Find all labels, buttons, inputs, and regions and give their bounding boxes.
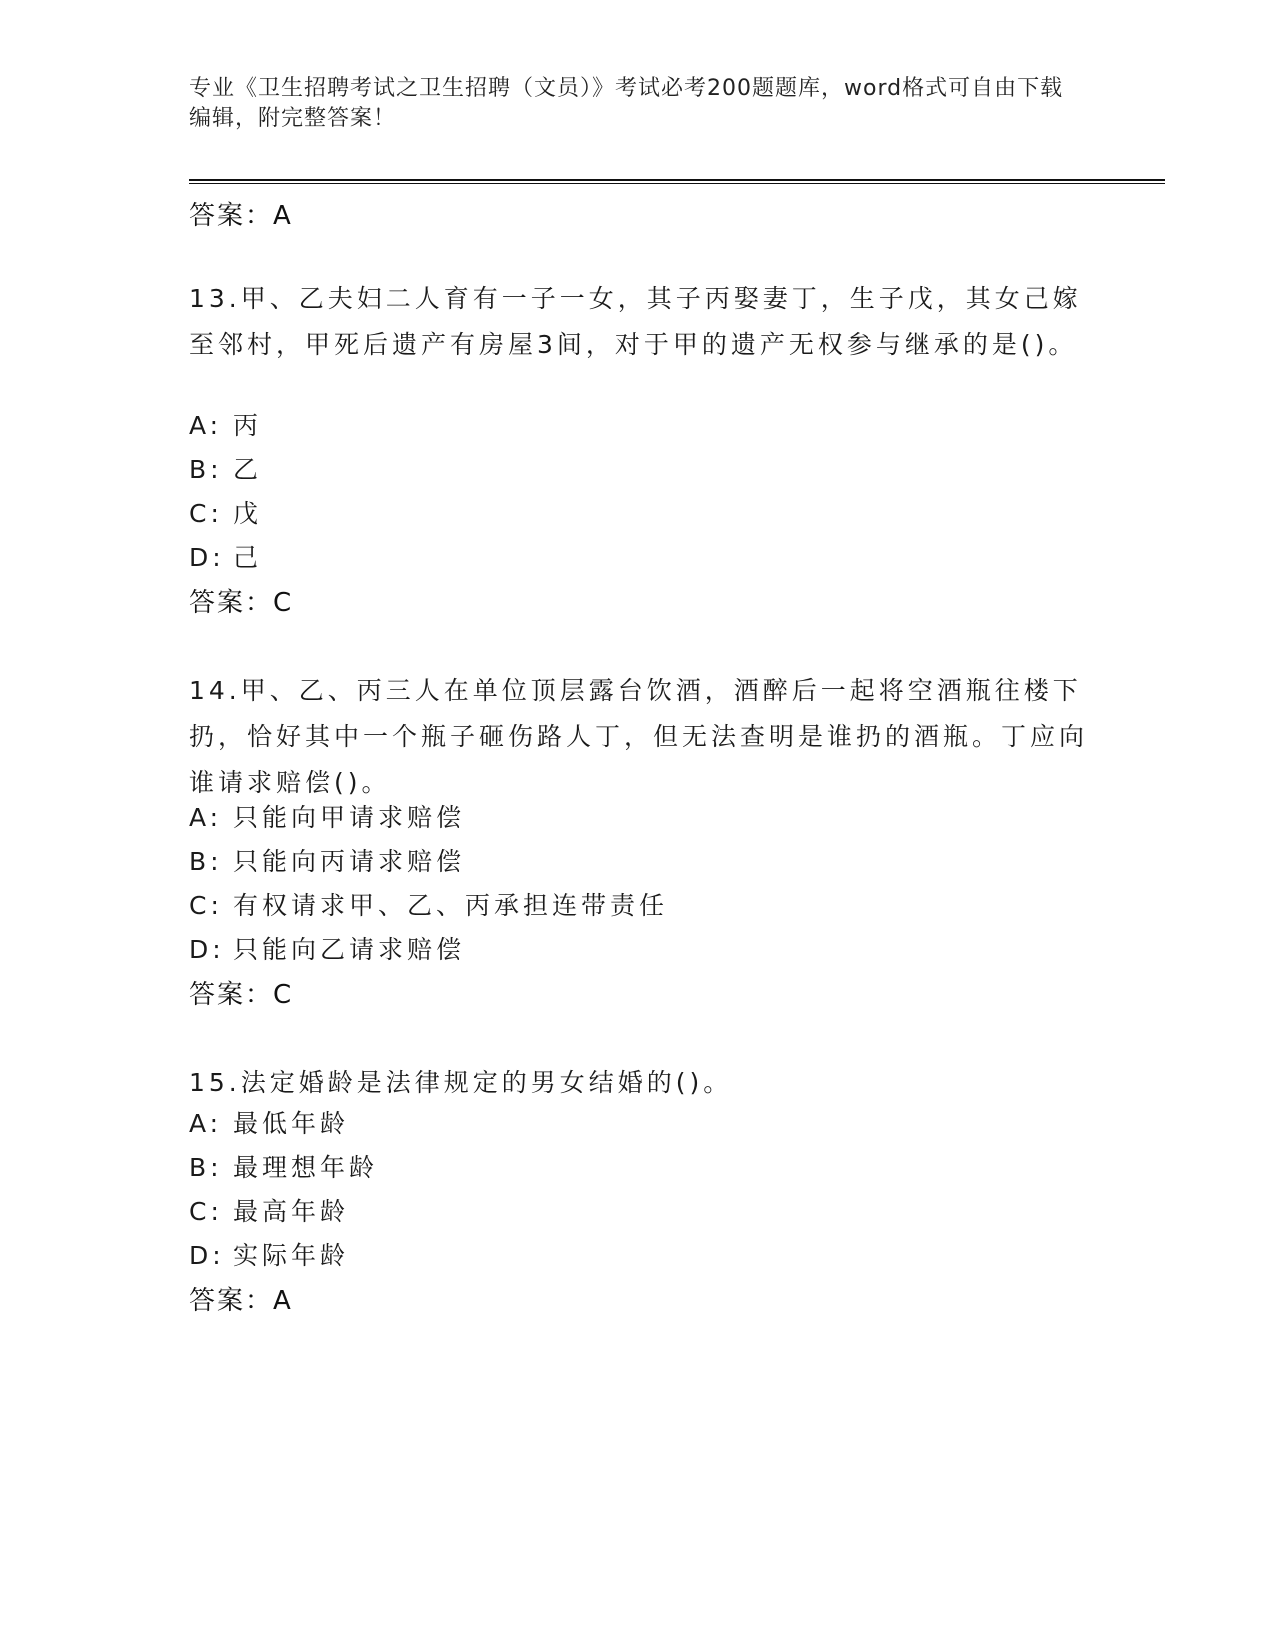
question-13-answer: 答案：C <box>189 588 294 618</box>
question-13-option-c <box>189 494 262 530</box>
answer-prev: 答案：A <box>189 201 293 231</box>
question-14-option-c <box>189 886 668 922</box>
option-text: 只能向乙请求赔偿 <box>233 935 466 964</box>
question-14-option-a <box>189 798 465 834</box>
question-14-option-b <box>189 842 465 878</box>
question-14-option-d <box>189 930 465 966</box>
question-15-option-c <box>189 1192 349 1228</box>
question-13-stem: 13.甲、乙夫妇二人育有一子一女，其子丙娶妻丁，生子戊，其女己嫁至邻村，甲死后遗产有房屋3间，对于甲的遗产无权参与继承的是()。 <box>189 284 1082 359</box>
question-15-option-d <box>189 1236 349 1272</box>
option-label: B: <box>189 847 223 876</box>
option-text: 最高年龄 <box>233 1197 350 1226</box>
header-divider <box>189 179 1165 184</box>
question-14-answer: 答案：C <box>189 980 294 1010</box>
option-text: 乙 <box>233 455 263 484</box>
option-label: A: <box>189 1109 223 1138</box>
option-label: B: <box>189 1153 223 1182</box>
option-text: 实际年龄 <box>233 1241 350 1270</box>
document-header: 专业《卫生招聘考试之卫生招聘（文员）》考试必考200题题库，word格式可自由下载编辑，附完整答案！ <box>189 76 1064 131</box>
option-label: C: <box>189 1197 223 1226</box>
question-13-option-a <box>189 406 262 442</box>
question-15-answer: 答案：A <box>189 1286 293 1316</box>
option-text: 己 <box>233 543 263 572</box>
option-text: 最理想年龄 <box>233 1153 379 1182</box>
option-label: C: <box>189 499 223 528</box>
option-text: 有权请求甲、乙、丙承担连带责任 <box>233 891 669 920</box>
question-13-option-d <box>189 538 262 574</box>
question-15-stem: 15.法定婚龄是法律规定的男女结婚的()。 <box>189 1068 733 1097</box>
option-label: A: <box>189 803 223 832</box>
option-label: D: <box>189 1241 225 1270</box>
option-label: A: <box>189 411 223 440</box>
question-14-stem: 14.甲、乙、丙三人在单位顶层露台饮酒，酒醉后一起将空酒瓶往楼下扔，恰好其中一个瓶子砸伤路人丁，但无法查明是谁扔的酒瓶。丁应向谁请求赔偿()。 <box>189 676 1089 797</box>
question-15-option-a <box>189 1104 349 1140</box>
question-13-option-b <box>189 450 262 486</box>
question-15-option-b <box>189 1148 378 1184</box>
option-label: D: <box>189 935 225 964</box>
option-label: C: <box>189 891 223 920</box>
option-text: 只能向甲请求赔偿 <box>233 803 466 832</box>
option-text: 戊 <box>233 499 263 528</box>
option-label: B: <box>189 455 223 484</box>
option-text: 最低年龄 <box>233 1109 350 1138</box>
option-text: 只能向丙请求赔偿 <box>233 847 466 876</box>
option-label: D: <box>189 543 225 572</box>
option-text: 丙 <box>233 411 263 440</box>
